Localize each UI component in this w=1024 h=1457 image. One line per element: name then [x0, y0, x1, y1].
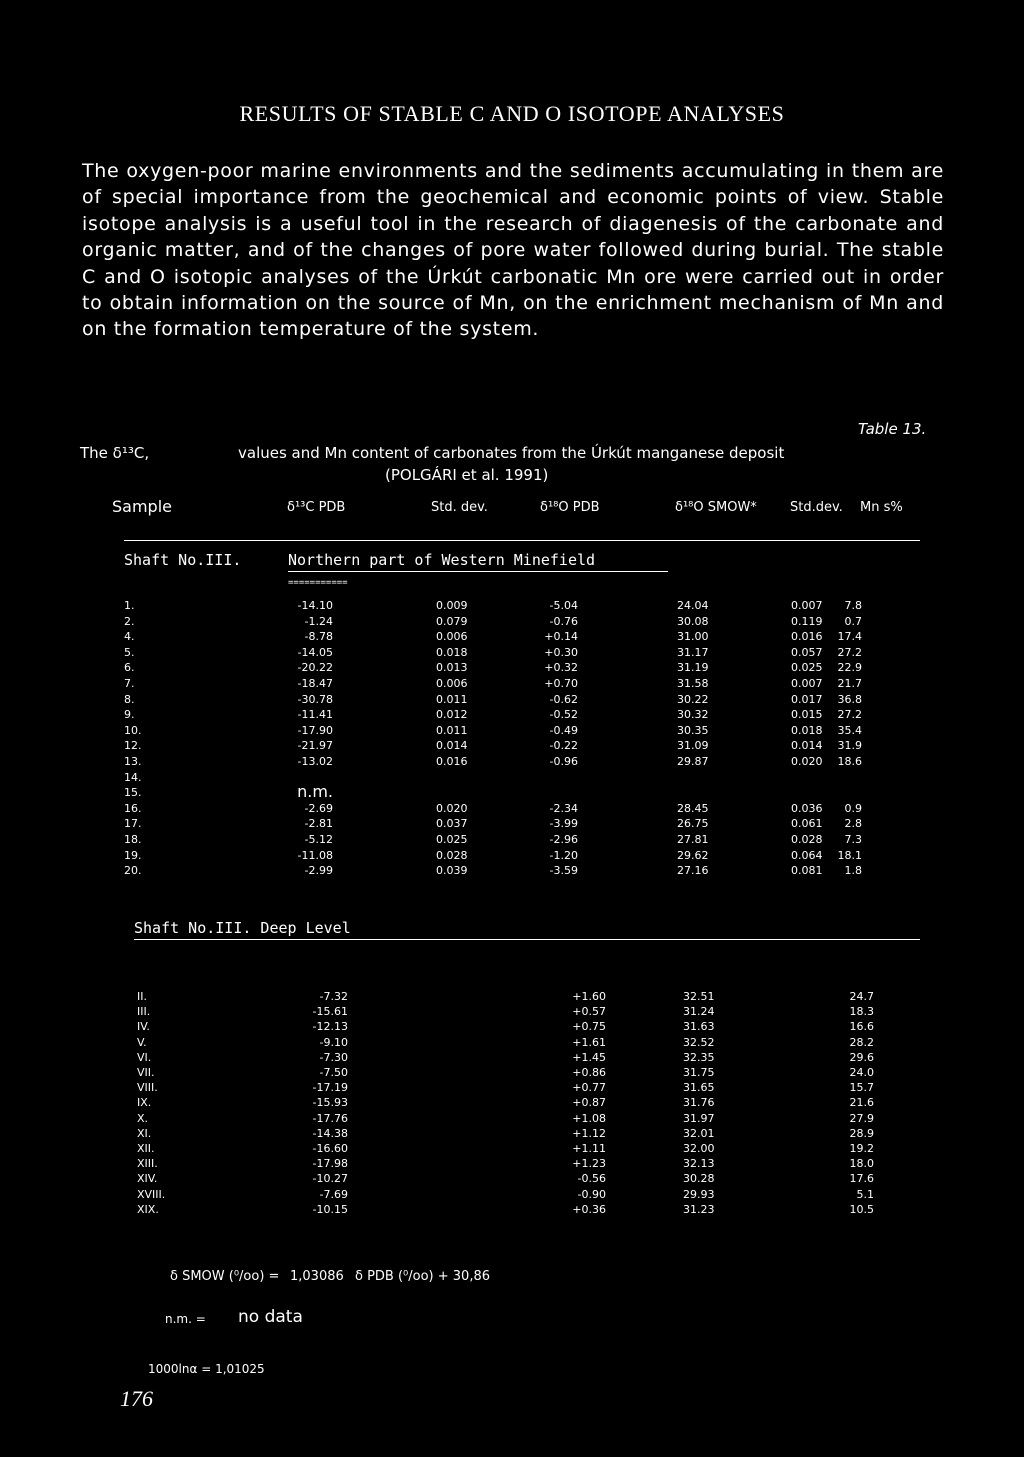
- footnote-alpha-line: 1000lnα = 1,01025: [148, 1362, 265, 1376]
- col-header-std-dev-1: Std. dev.: [431, 500, 488, 515]
- cell-sd1: 0.020: [436, 801, 468, 815]
- cell-mn: 22.9: [837, 661, 862, 675]
- cell-d18o_pdb: +0.30: [544, 645, 578, 659]
- cell-mn: 17.6: [849, 1172, 874, 1186]
- cell-d18o_smow: 29.87: [677, 755, 709, 768]
- section-heading: RESULTS OF STABLE C AND O ISOTOPE ANALYSES: [239, 101, 785, 126]
- cell-d13c: -2.69: [304, 801, 333, 815]
- cell-d18o_smow: 27.16: [677, 864, 709, 878]
- cell-mn: 28.9: [849, 1126, 874, 1140]
- cell-d13c: -2.81: [304, 817, 333, 831]
- cell-d18o_smow: 31.58: [677, 677, 709, 690]
- cell-sample: 18.: [124, 833, 142, 846]
- cell-d13c: -14.05: [297, 645, 333, 659]
- cell-d13c: -7.30: [319, 1050, 348, 1064]
- cell-d18o_pdb: -0.76: [549, 614, 578, 628]
- cell-mn: 7.8: [844, 599, 862, 612]
- table-row: [0, 646, 1024, 660]
- cell-mn: 29.6: [849, 1050, 874, 1064]
- cell-sample: 15.: [124, 786, 142, 800]
- cell-d13c: -2.99: [304, 864, 333, 878]
- col-header-std-dev-2: Std.dev.: [790, 500, 843, 515]
- cell-d18o_smow: 31.75: [683, 1066, 715, 1079]
- table-row: [0, 1157, 1024, 1171]
- cell-d18o_smow: 31.63: [683, 1020, 715, 1034]
- cell-sample: 14.: [124, 770, 142, 784]
- table-caption: values and Mn content of carbonates from the Úrkút manganese deposit: [238, 444, 785, 462]
- table-row: [0, 1036, 1024, 1050]
- cell-mn: 27.2: [837, 708, 862, 722]
- cell-sample: III.: [137, 1005, 151, 1019]
- cell-mn: 21.7: [837, 677, 862, 690]
- col-header-d18o-pdb: δ¹⁸O PDB: [540, 500, 600, 515]
- table-row: [0, 864, 1024, 878]
- cell-d13c: -14.38: [312, 1126, 348, 1140]
- cell-sample: IV.: [137, 1020, 150, 1034]
- cell-sample: 12.: [124, 739, 142, 753]
- col-header-mn: Mn s%: [860, 500, 903, 515]
- cell-d18o_pdb: +1.61: [572, 1035, 606, 1049]
- cell-d13c: -20.22: [297, 661, 333, 675]
- cell-sample: 16.: [124, 801, 142, 815]
- cell-sample: XIII.: [137, 1157, 158, 1171]
- cell-d13c: n.m.: [297, 782, 333, 802]
- cell-d18o_pdb: -3.59: [549, 864, 578, 878]
- col-header-sample: Sample: [112, 497, 172, 516]
- cell-d18o_smow: 30.08: [677, 614, 709, 628]
- cell-d13c: -8.78: [304, 630, 333, 644]
- cell-d18o_smow: 30.35: [677, 723, 709, 737]
- cell-d13c: -21.97: [297, 739, 333, 753]
- table-row: [0, 771, 1024, 785]
- cell-d18o_smow: 29.93: [683, 1187, 715, 1201]
- cell-sd2: 0.057: [791, 645, 823, 659]
- table-header-rule: [124, 540, 920, 541]
- table-caption-reference: (POLGÁRI et al. 1991): [385, 466, 549, 484]
- table-row: [0, 630, 1024, 644]
- cell-sample: 9.: [124, 708, 135, 722]
- cell-sample: II.: [137, 990, 147, 1003]
- cell-d18o_pdb: +0.87: [572, 1096, 606, 1110]
- cell-mn: 1.8: [844, 864, 862, 878]
- cell-d18o_smow: 27.81: [677, 833, 709, 846]
- table-row: [0, 1127, 1024, 1141]
- cell-d13c: -5.12: [304, 833, 333, 846]
- cell-sample: 8.: [124, 692, 135, 706]
- cell-sample: 13.: [124, 755, 142, 768]
- table-row: [0, 615, 1024, 629]
- cell-sd2: 0.064: [791, 848, 823, 862]
- section1-underline: [288, 571, 668, 572]
- cell-d13c: -11.41: [297, 708, 333, 722]
- cell-d18o_pdb: +0.77: [572, 1081, 606, 1095]
- cell-d18o_smow: 31.00: [677, 630, 709, 644]
- cell-d18o_pdb: +0.32: [544, 661, 578, 675]
- cell-mn: 24.7: [849, 990, 874, 1003]
- cell-d18o_pdb: -0.49: [549, 723, 578, 737]
- page-number: 176: [120, 1386, 153, 1411]
- cell-sd2: 0.028: [791, 833, 823, 846]
- cell-sd2: 0.025: [791, 661, 823, 675]
- table-row: [0, 739, 1024, 753]
- cell-sd2: 0.016: [791, 630, 823, 644]
- cell-d13c: -17.98: [312, 1157, 348, 1171]
- cell-mn: 10.5: [849, 1202, 874, 1216]
- cell-d13c: -7.69: [319, 1187, 348, 1201]
- table-row: [0, 1172, 1024, 1186]
- cell-sample: V.: [137, 1035, 147, 1049]
- cell-d18o_pdb: -0.52: [549, 708, 578, 722]
- cell-d13c: -30.78: [297, 692, 333, 706]
- cell-d18o_smow: 32.51: [683, 990, 715, 1003]
- cell-d13c: -12.13: [312, 1020, 348, 1034]
- cell-mn: 36.8: [837, 692, 862, 706]
- cell-d13c: -11.08: [297, 848, 333, 862]
- cell-d18o_pdb: +0.14: [544, 630, 578, 644]
- col-header-d18o-smow: δ¹⁸O SMOW*: [675, 500, 757, 515]
- cell-d18o_pdb: +0.70: [544, 677, 578, 690]
- cell-d13c: -17.19: [312, 1081, 348, 1095]
- section2-rule: [134, 939, 920, 940]
- cell-d13c: -16.60: [312, 1142, 348, 1155]
- table-row: [0, 802, 1024, 816]
- cell-mn: 0.9: [844, 801, 862, 815]
- table-row: [0, 1112, 1024, 1126]
- table-row: [0, 677, 1024, 691]
- cell-sample: VI.: [137, 1050, 152, 1064]
- cell-d13c: -15.93: [312, 1096, 348, 1110]
- cell-d18o_smow: 32.52: [683, 1035, 715, 1049]
- cell-mn: 16.6: [849, 1020, 874, 1034]
- cell-d18o_smow: 24.04: [677, 599, 709, 612]
- cell-sd1: 0.011: [436, 723, 468, 737]
- cell-d13c: -9.10: [319, 1035, 348, 1049]
- cell-d18o_smow: 31.65: [683, 1081, 715, 1095]
- table-row: [0, 708, 1024, 722]
- cell-sd2: 0.081: [791, 864, 823, 878]
- footnote-nm-value: no data: [238, 1307, 303, 1327]
- cell-mn: 0.7: [844, 614, 862, 628]
- table-row: [0, 599, 1024, 613]
- cell-d18o_pdb: -2.96: [549, 833, 578, 846]
- cell-d18o_pdb: -5.04: [549, 599, 578, 612]
- cell-d18o_pdb: +1.60: [572, 990, 606, 1003]
- footnote-nm-label: n.m. =: [165, 1312, 206, 1326]
- cell-sample: 17.: [124, 817, 142, 831]
- cell-sd1: 0.014: [436, 739, 468, 753]
- cell-d18o_smow: 32.00: [683, 1142, 715, 1155]
- table-row: [0, 1051, 1024, 1065]
- table-row: [0, 849, 1024, 863]
- cell-mn: 15.7: [849, 1081, 874, 1095]
- cell-sd2: 0.020: [791, 755, 823, 768]
- table-number: Table 13.: [858, 420, 927, 438]
- cell-sample: XVIII.: [137, 1187, 166, 1201]
- cell-d18o_pdb: -0.22: [549, 739, 578, 753]
- cell-d18o_pdb: -0.62: [549, 692, 578, 706]
- cell-sd1: 0.013: [436, 661, 468, 675]
- cell-mn: 21.6: [849, 1096, 874, 1110]
- cell-sd2: 0.061: [791, 817, 823, 831]
- cell-sample: 19.: [124, 848, 142, 862]
- intro-paragraph: The oxygen-poor marine environments and the sediments accumulating in them are of special importance from the geochemical and economic points of view. Stable isotope analysis is a useful tool in the research of diagenesis of the carbonate and organic matter, and of the changes of pore water followed during burial. The stable C and O isotopic analyses of the Úrkút carbonatic Mn ore were carried out in order to obtain information on the source of Mn, on the enrichment mechanism of Mn and on the formation temperature of the system.: [82, 160, 944, 341]
- cell-d18o_pdb: +1.12: [572, 1126, 606, 1140]
- cell-d18o_pdb: +1.08: [572, 1111, 606, 1125]
- cell-sample: XIV.: [137, 1172, 158, 1186]
- cell-d18o_smow: 31.23: [683, 1202, 715, 1216]
- cell-d13c: -17.90: [297, 723, 333, 737]
- cell-d18o_smow: 30.22: [677, 692, 709, 706]
- cell-d13c: -15.61: [312, 1005, 348, 1019]
- section1-subtitle: Northern part of Western Minefield: [288, 551, 596, 569]
- cell-d18o_pdb: +0.75: [572, 1020, 606, 1034]
- cell-sd2: 0.007: [791, 677, 823, 690]
- cell-sd1: 0.079: [436, 614, 468, 628]
- cell-sd1: 0.006: [436, 630, 468, 644]
- cell-d18o_pdb: -1.20: [549, 848, 578, 862]
- table-row: [0, 817, 1024, 831]
- cell-d18o_pdb: +0.86: [572, 1066, 606, 1079]
- cell-sample: 2.: [124, 614, 135, 628]
- cell-sample: 7.: [124, 677, 135, 690]
- cell-d13c: -18.47: [297, 677, 333, 690]
- cell-mn: 27.9: [849, 1111, 874, 1125]
- cell-sd1: 0.028: [436, 848, 468, 862]
- cell-sd1: 0.009: [436, 599, 468, 612]
- cell-d18o_smow: 31.19: [677, 661, 709, 675]
- cell-d13c: -14.10: [297, 599, 333, 612]
- cell-sample: 5.: [124, 645, 135, 659]
- cell-mn: 31.9: [837, 739, 862, 753]
- section1-underline-marks: ===========: [288, 578, 348, 588]
- table-row: [0, 1188, 1024, 1202]
- cell-sd2: 0.018: [791, 723, 823, 737]
- table-row: [0, 1066, 1024, 1080]
- table-row: [0, 833, 1024, 847]
- cell-d13c: -13.02: [297, 755, 333, 768]
- cell-d18o_pdb: +1.11: [572, 1142, 606, 1155]
- cell-sample: 6.: [124, 661, 135, 675]
- cell-sample: VIII.: [137, 1081, 158, 1095]
- cell-sd1: 0.025: [436, 833, 468, 846]
- cell-d18o_pdb: -0.90: [577, 1187, 606, 1201]
- table-row: [0, 693, 1024, 707]
- cell-sample: 20.: [124, 864, 142, 878]
- cell-sample: VII.: [137, 1066, 155, 1079]
- cell-d18o_pdb: +0.36: [572, 1202, 606, 1216]
- cell-sd1: 0.039: [436, 864, 468, 878]
- cell-sd2: 0.036: [791, 801, 823, 815]
- cell-d18o_pdb: -0.96: [549, 755, 578, 768]
- cell-d13c: -7.32: [319, 990, 348, 1003]
- cell-sample: XI.: [137, 1126, 152, 1140]
- cell-sample: XII.: [137, 1142, 155, 1155]
- table-row: [0, 1142, 1024, 1156]
- cell-mn: 2.8: [844, 817, 862, 831]
- table-row: [0, 1203, 1024, 1217]
- cell-sd2: 0.014: [791, 739, 823, 753]
- section2-title: Shaft No.III. Deep Level: [134, 919, 351, 937]
- cell-d18o_smow: 32.35: [683, 1050, 715, 1064]
- cell-sd1: 0.012: [436, 708, 468, 722]
- cell-sd1: 0.016: [436, 755, 468, 768]
- cell-d18o_smow: 32.01: [683, 1126, 715, 1140]
- cell-d18o_pdb: +1.23: [572, 1157, 606, 1171]
- cell-d18o_smow: 31.09: [677, 739, 709, 753]
- cell-sd1: 0.018: [436, 645, 468, 659]
- cell-d18o_pdb: +1.45: [572, 1050, 606, 1064]
- cell-d13c: -10.15: [312, 1202, 348, 1216]
- cell-mn: 24.0: [849, 1066, 874, 1079]
- cell-sd2: 0.119: [791, 614, 823, 628]
- table-row: [0, 782, 1024, 802]
- cell-mn: 18.3: [849, 1005, 874, 1019]
- cell-sample: 10.: [124, 723, 142, 737]
- cell-d18o_smow: 29.62: [677, 848, 709, 862]
- footnote-formula-left: δ SMOW (⁰/oo) =: [170, 1269, 280, 1284]
- table-row: [0, 990, 1024, 1004]
- footnote-formula-right: δ PDB (⁰/oo) + 30,86: [355, 1269, 491, 1284]
- cell-d18o_smow: 28.45: [677, 801, 709, 815]
- footnote-formula-coef: 1,03086: [290, 1269, 344, 1284]
- table-caption-lead: The δ¹³C,: [80, 444, 150, 462]
- cell-sd2: 0.007: [791, 599, 823, 612]
- cell-sd2: 0.015: [791, 708, 823, 722]
- cell-mn: 5.1: [856, 1187, 874, 1201]
- cell-sd1: 0.006: [436, 677, 468, 690]
- cell-d18o_smow: 26.75: [677, 817, 709, 831]
- cell-d18o_smow: 31.76: [683, 1096, 715, 1110]
- cell-mn: 18.1: [837, 848, 862, 862]
- cell-d13c: -7.50: [319, 1066, 348, 1079]
- cell-d13c: -17.76: [312, 1111, 348, 1125]
- cell-sd1: 0.011: [436, 692, 468, 706]
- table-row: [0, 1096, 1024, 1110]
- cell-d18o_pdb: -2.34: [549, 801, 578, 815]
- cell-mn: 18.6: [837, 755, 862, 768]
- cell-d18o_smow: 30.28: [683, 1172, 715, 1186]
- cell-sample: XIX.: [137, 1202, 159, 1216]
- table-row: [0, 1020, 1024, 1034]
- cell-sample: IX.: [137, 1096, 152, 1110]
- cell-sample: X.: [137, 1111, 149, 1125]
- cell-mn: 19.2: [849, 1142, 874, 1155]
- cell-d18o_pdb: -3.99: [549, 817, 578, 831]
- cell-d13c: -1.24: [304, 614, 333, 628]
- table-row: [0, 661, 1024, 675]
- cell-mn: 17.4: [837, 630, 862, 644]
- cell-sample: 4.: [124, 630, 135, 644]
- cell-d18o_pdb: +0.57: [572, 1005, 606, 1019]
- table-row: [0, 724, 1024, 738]
- table-row: [0, 755, 1024, 769]
- cell-d18o_smow: 31.24: [683, 1005, 715, 1019]
- col-header-d13c-pdb: δ¹³C PDB: [287, 500, 346, 515]
- cell-d18o_pdb: -0.56: [577, 1172, 606, 1186]
- cell-sd1: 0.037: [436, 817, 468, 831]
- table-row: [0, 1081, 1024, 1095]
- cell-sample: 1.: [124, 599, 135, 612]
- cell-d18o_smow: 31.17: [677, 645, 709, 659]
- cell-d18o_smow: 30.32: [677, 708, 709, 722]
- cell-d18o_smow: 31.97: [683, 1111, 715, 1125]
- cell-mn: 35.4: [837, 723, 862, 737]
- cell-d13c: -10.27: [312, 1172, 348, 1186]
- cell-sd2: 0.017: [791, 692, 823, 706]
- cell-d18o_smow: 32.13: [683, 1157, 715, 1171]
- cell-mn: 18.0: [849, 1157, 874, 1171]
- cell-mn: 28.2: [849, 1035, 874, 1049]
- table-row: [0, 1005, 1024, 1019]
- section1-title: Shaft No.III.: [124, 551, 242, 569]
- cell-mn: 7.3: [844, 833, 862, 846]
- cell-mn: 27.2: [837, 645, 862, 659]
